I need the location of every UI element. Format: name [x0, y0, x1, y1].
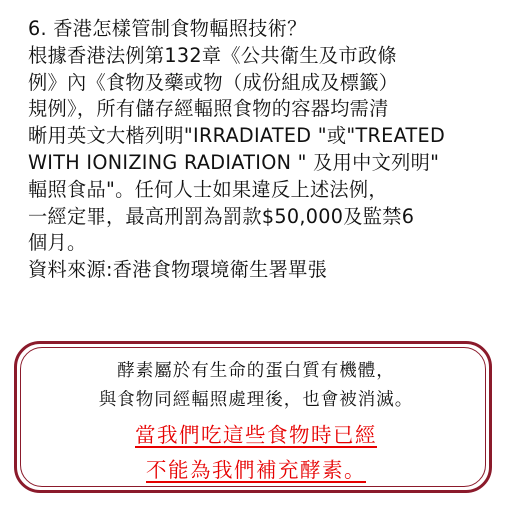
- callout-highlight-line-2: 不能為我們補充酵素。: [146, 458, 366, 482]
- text-line-1: 根據香港法例第132章《公共衛生及市政條: [28, 43, 397, 67]
- document-body: [28, 16, 498, 284]
- text-line-2: 例》內《食物及藥或物（成份組成及標籤）: [28, 70, 399, 94]
- text-line-7: 一經定罪，最高刑罰為罰款$50,000及監禁6: [28, 204, 415, 228]
- text-line-5: WITH IONIZING RADIATION " 及用中文列明": [28, 150, 440, 174]
- callout-line-2: 與食物同經輻照處理後，也會被消滅。: [98, 390, 414, 410]
- text-line-8: 個月。: [28, 231, 87, 255]
- callout-highlight-line-1: 當我們吃這些食物時已經: [135, 423, 377, 447]
- text-line-3: 規例》，所有儲存經輻照食物的容器均需清: [28, 97, 389, 121]
- source-line: 資料來源:香港食物環境衛生署單張: [28, 258, 328, 282]
- callout-line-1: 酵素屬於有生命的蛋白質有機體，: [117, 361, 395, 381]
- text-line-6: 輻照食品"。任何人士如果違反上述法例，: [28, 177, 388, 201]
- question-heading: 6. 香港怎樣管制食物輻照技術？: [28, 17, 307, 40]
- text-line-4: 晰用英文大楷列明"IRRADIATED "或"TREATED: [28, 124, 446, 148]
